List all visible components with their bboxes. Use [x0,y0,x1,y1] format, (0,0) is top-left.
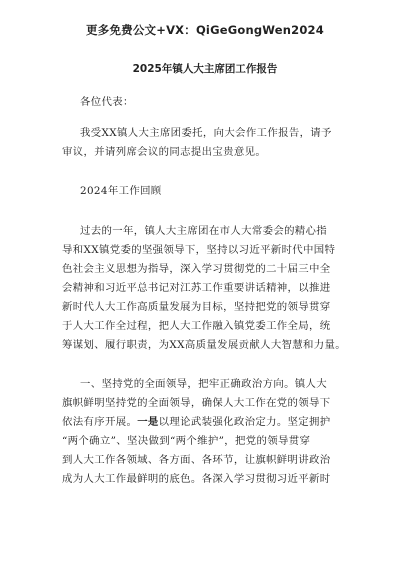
review-line: 于人大工作全过程，把人大工作融入镇党委工作全局，统 [62,320,331,332]
point1-line: 旗帜鲜明坚持党的全面领导，确保人大工作在党的领导下 [62,397,331,409]
review-line: 过去的一年，镇人大主席团在市人大常委会的精心指 [80,225,328,237]
point1-line: 到人大工作各领域、各方面、各环节，让旗帜鲜明讲政治 [62,454,331,466]
intro-line: 我受XX镇人大主席团委托，向大会作工作报告，请予 [80,127,332,139]
point1-line: “两个确立”、坚决做到“两个维护”，把党的领导贯穿 [62,435,311,447]
review-line: 导和XX镇党委的坚强领导下，坚持以习近平新时代中国特 [62,244,336,256]
review-line: 筹谋划、履行职责，为XX高质量发展贡献人大智慧和力量。 [62,339,347,351]
point1-line-text: 以理论武装强化政治定力。坚定拥护 [158,416,331,428]
point1-line: 成为人大工作最鲜明的底色。各深入学习贯彻习近平新时 [62,473,331,485]
review-line: 色社会主义思想为指导，深入学习贯彻党的二十届三中全 [62,263,331,275]
point1-line: 一、坚持党的全面领导，把牢正确政治方向。镇人大 [80,378,328,390]
salutation: 各位代表： [80,96,134,108]
review-line: 新时代人大工作高质量发展为目标，坚持把党的领导贯穿 [62,301,331,313]
page-header: 更多免费公文+VX：QiGeGongWen2024 [86,23,324,37]
intro-line: 审议，并请列席会议的同志提出宝贵意见。 [62,146,267,158]
review-line: 会精神和习近平总书记对江苏工作重要讲话精神，以推进 [62,282,331,294]
point1-line [62,415,331,429]
point1-bold-lead: 一是 [137,416,159,428]
section-heading: 2024年工作回顾 [80,185,162,197]
report-title: 2025年镇人大主席团工作报告 [132,63,278,75]
point1-line-text: 依法有序开展。 [62,416,138,428]
